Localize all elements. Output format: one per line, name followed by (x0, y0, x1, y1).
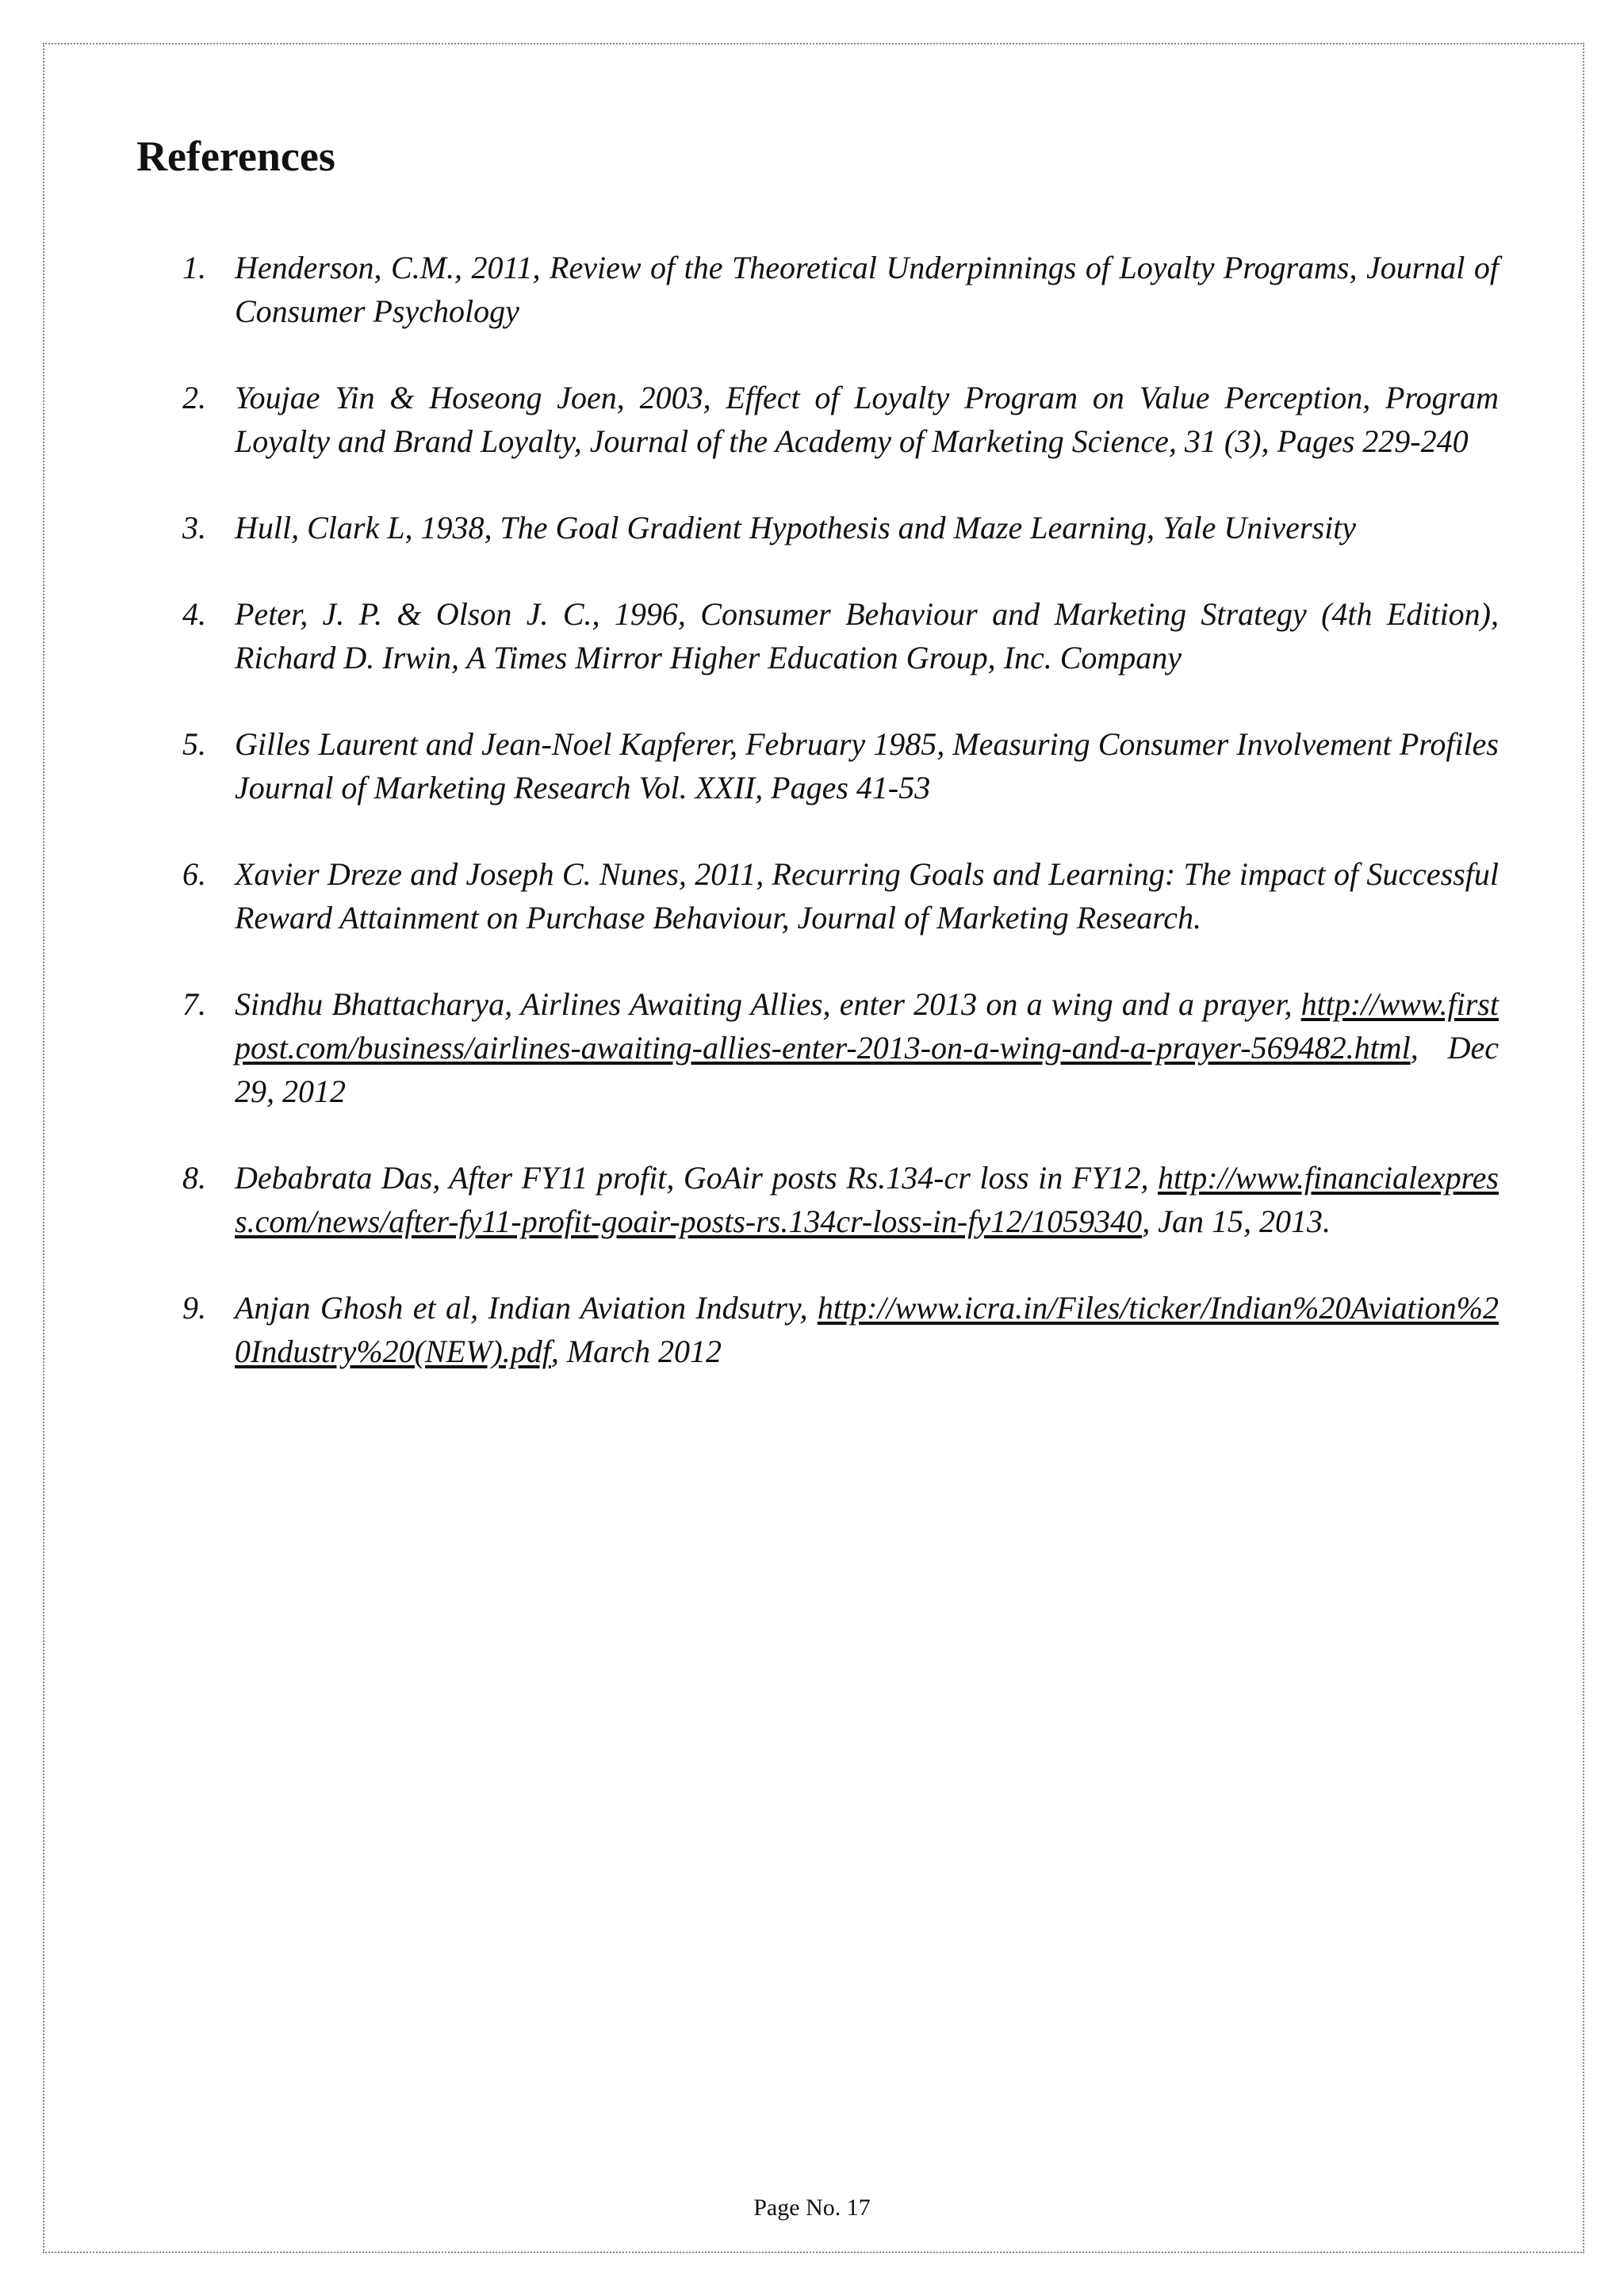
reference-citation: Xavier Dreze and Joseph C. Nunes, 2011, Recurring Goals and Learning: The impact of Successful Reward Attainment on Purchase Behaviour, Journal of Marketing Research. (235, 856, 1499, 936)
reference-item-5 (182, 722, 1499, 809)
reference-text (235, 592, 1499, 679)
reference-date: , Dec 29, 2012 (235, 1030, 1499, 1109)
reference-number: 1. (182, 250, 206, 285)
page-heading: References (136, 132, 335, 180)
reference-date: , March 2012 (550, 1334, 722, 1369)
reference-citation: Henderson, C.M., 2011, Review of the Theoretical Underpinnings of Loyalty Programs, Journal of Consumer Psychology (235, 250, 1499, 329)
reference-citation: Sindhu Bhattacharya, Airlines Awaiting Allies, enter 2013 on a wing and a prayer, (235, 986, 1301, 1022)
reference-number: 5. (182, 726, 206, 762)
reference-text (235, 1156, 1499, 1243)
reference-number: 3. (182, 510, 206, 545)
reference-item-9 (182, 1286, 1499, 1373)
reference-citation: Gilles Laurent and Jean-Noel Kapferer, February 1985, Measuring Consumer Involvement Profiles Journal of Marketing Research Vol. XXII, Pages 41-53 (235, 726, 1499, 806)
reference-item-6 (182, 852, 1499, 939)
reference-number: 7. (182, 986, 206, 1022)
reference-link[interactable]: http://www.financialexpress.com/news/after-fy11-profit-goair-posts-rs.134cr-loss-in-fy12/1059340 (235, 1160, 1499, 1239)
reference-item-4 (182, 592, 1499, 679)
reference-item-7 (182, 982, 1499, 1113)
reference-citation: Debabrata Das, After FY11 profit, GoAir posts Rs.134-cr loss in FY12, (235, 1160, 1159, 1196)
reference-citation: Hull, Clark L, 1938, The Goal Gradient Hypothesis and Maze Learning, Yale University (235, 510, 1357, 545)
reference-number: 8. (182, 1160, 206, 1196)
page-number: Page No. 17 (753, 2195, 871, 2221)
reference-item-1 (182, 246, 1499, 333)
reference-citation: Anjan Ghosh et al, Indian Aviation Indsutry, (235, 1290, 818, 1326)
reference-citation: Youjae Yin & Hoseong Joen, 2003, Effect of Loyalty Program on Value Perception, Program Loyalty and Brand Loyalty, Journal of the Academy of Marketing Science, 31 (3), Pages 229-240 (235, 380, 1499, 459)
reference-link[interactable]: http://www.firstpost.com/business/airlines-awaiting-allies-enter-2013-on-a-wing-and-a-prayer-569482.html (235, 986, 1499, 1066)
reference-item-8 (182, 1156, 1499, 1243)
reference-item-2 (182, 376, 1499, 463)
reference-link[interactable]: http://www.icra.in/Files/ticker/Indian%20Aviation%20Industry%20(NEW).pdf (235, 1290, 1499, 1369)
reference-text (235, 376, 1499, 463)
reference-text (235, 982, 1499, 1113)
reference-citation: Peter, J. P. & Olson J. C., 1996, Consumer Behaviour and Marketing Strategy (4th Edition), Richard D. Irwin, A Times Mirror Higher Education Group, Inc. Company (235, 596, 1499, 675)
reference-item-3 (182, 506, 1499, 549)
reference-number: 9. (182, 1290, 206, 1326)
references-list (182, 246, 1499, 1416)
reference-date: , Jan 15, 2013. (1142, 1203, 1331, 1239)
reference-number: 6. (182, 856, 206, 892)
reference-text (235, 1286, 1499, 1373)
reference-text (235, 246, 1499, 333)
reference-text (235, 852, 1499, 939)
reference-number: 2. (182, 380, 206, 415)
reference-number: 4. (182, 596, 206, 632)
reference-text (235, 722, 1499, 809)
reference-text (235, 506, 1499, 549)
